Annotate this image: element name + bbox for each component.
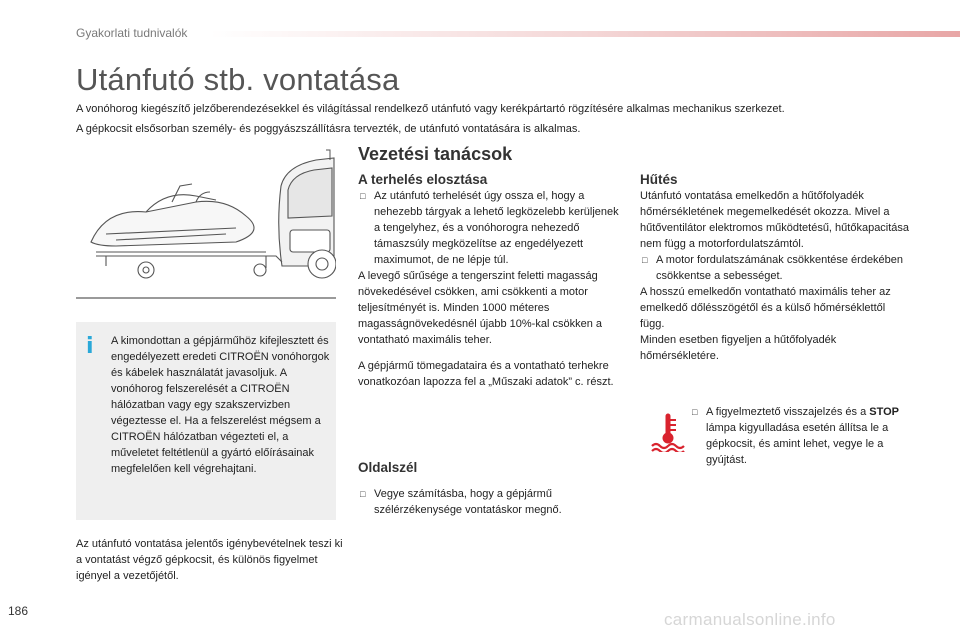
warning-text-part-1: A figyelmeztető visszajelzés és a: [706, 406, 870, 418]
bullet-mark-icon: □: [642, 255, 648, 265]
coolant-temperature-warning-icon: [648, 412, 688, 452]
cooling-para-1: Utánfutó vontatása emelkedőn a hűtőfolyadék hőmérsékletének megemelkedését okozza. Mivel a hűtőventilátor elektromos működtetésű, hűtőkapacitása nem függ a motorfordulatszámtól.: [640, 190, 910, 250]
page-number: 186: [8, 604, 29, 618]
info-icon: i: [86, 334, 94, 359]
illustration-rule: [76, 297, 336, 299]
side-wind-section: [358, 460, 626, 518]
info-box-text: A kimondottan a gépjárműhöz kifejlesztett és engedélyezett eredeti CITROËN vonóhorgok és kábelek használatát javasoljuk. A vonóhorog felszerelését a CITROËN hálózatban vagy egy szakszervizben végeztesse el. Ha a felszerelést mégsem a CITROËN hálózatban végezteti el, a műveletet feltétlenül a gyártó előírásainak megfelelően kell végrehajtani.: [111, 335, 330, 475]
intro-line-2: A gépkocsit elsősorban személy- és poggyászszállításra tervezték, de utánfutó vontatására is alkalmas.: [76, 123, 581, 135]
warning-stop-word: STOP: [869, 406, 900, 418]
cooling-bullet-text: A motor fordulatszámának csökkentése érdekében csökkentse a sebességet.: [656, 254, 904, 282]
side-wind-title: Oldalszél: [358, 460, 418, 475]
cooling-title: Hűtés: [640, 172, 678, 187]
bullet-mark-icon: □: [360, 191, 366, 201]
warning-text-part-2: lámpa kigyulladása esetén állítsa le a gépkocsit, és amint lehet, vegye le a gyújtást.: [706, 422, 889, 466]
cooling-column: [640, 172, 910, 364]
warning-box: [640, 396, 910, 486]
section-title-driving-tips: Vezetési tanácsok: [358, 144, 513, 164]
warning-text: [692, 404, 910, 468]
cooling-bullet: [640, 252, 910, 284]
bullet-mark-icon: □: [360, 489, 366, 499]
header-gradient-bar: [210, 31, 960, 37]
intro-line-1: A vonóhorog kiegészítő jelzőberendezésekkel és világítással rendelkező utánfutó vagy kerékpártartó rögzítésére alkalmas mechanikus szerkezet.: [76, 103, 785, 115]
cooling-para-2: A hosszú emelkedőn vontatható maximális teher az emelkedő dőlésszögétől és a külső hőmérséklettől függ.: [640, 286, 891, 330]
bullet-mark-icon: □: [692, 407, 698, 417]
closing-paragraph: Az utánfutó vontatása jelentős igénybevételnek teszi ki a vontatást végző gépkocsit, és különös figyelmet igényel a vezetőjétől.: [76, 538, 343, 582]
load-distribution-bullet: [358, 188, 626, 268]
towing-illustration: [76, 146, 336, 296]
watermark: carmanualsonline.info: [664, 610, 836, 629]
side-wind-bullet: [358, 486, 626, 518]
load-distribution-title: A terhelés elosztása: [358, 172, 488, 187]
section-header-label: Gyakorlati tudnivalók: [76, 26, 188, 40]
load-distribution-para-2: A gépjármű tömegadataira és a vontatható terhekre vonatkozóan lapozza fel a „Műszaki adatok” c. részt.: [358, 360, 614, 388]
load-distribution-para-1: A levegő sűrűsége a tengerszint feletti magasság növekedésével csökken, ami csökkenti a motor teljesítményét is. Minden 1000 méteres magasságnövekedésnél újabb 10%-kal csökken a vontatható maximális teher.: [358, 270, 602, 346]
side-wind-bullet-text: Vegye számításba, hogy a gépjármű szélérzékenysége vontatáskor megnő.: [374, 488, 562, 516]
cooling-para-3: Minden esetben figyeljen a hűtőfolyadék hőmérsékletére.: [640, 334, 837, 362]
page-title: Utánfutó stb. vontatása: [76, 62, 400, 97]
info-box: [76, 322, 336, 520]
load-distribution-column: [358, 172, 626, 390]
load-distribution-bullet-text: Az utánfutó terhelését úgy ossza el, hogy a nehezebb tárgyak a lehető legközelebb kerüljenek a tengelyhez, és a vonóhorogra nehezedő támaszsúly megközelítse az engedélyezett maximumot, de ne lépje túl.: [374, 190, 619, 266]
